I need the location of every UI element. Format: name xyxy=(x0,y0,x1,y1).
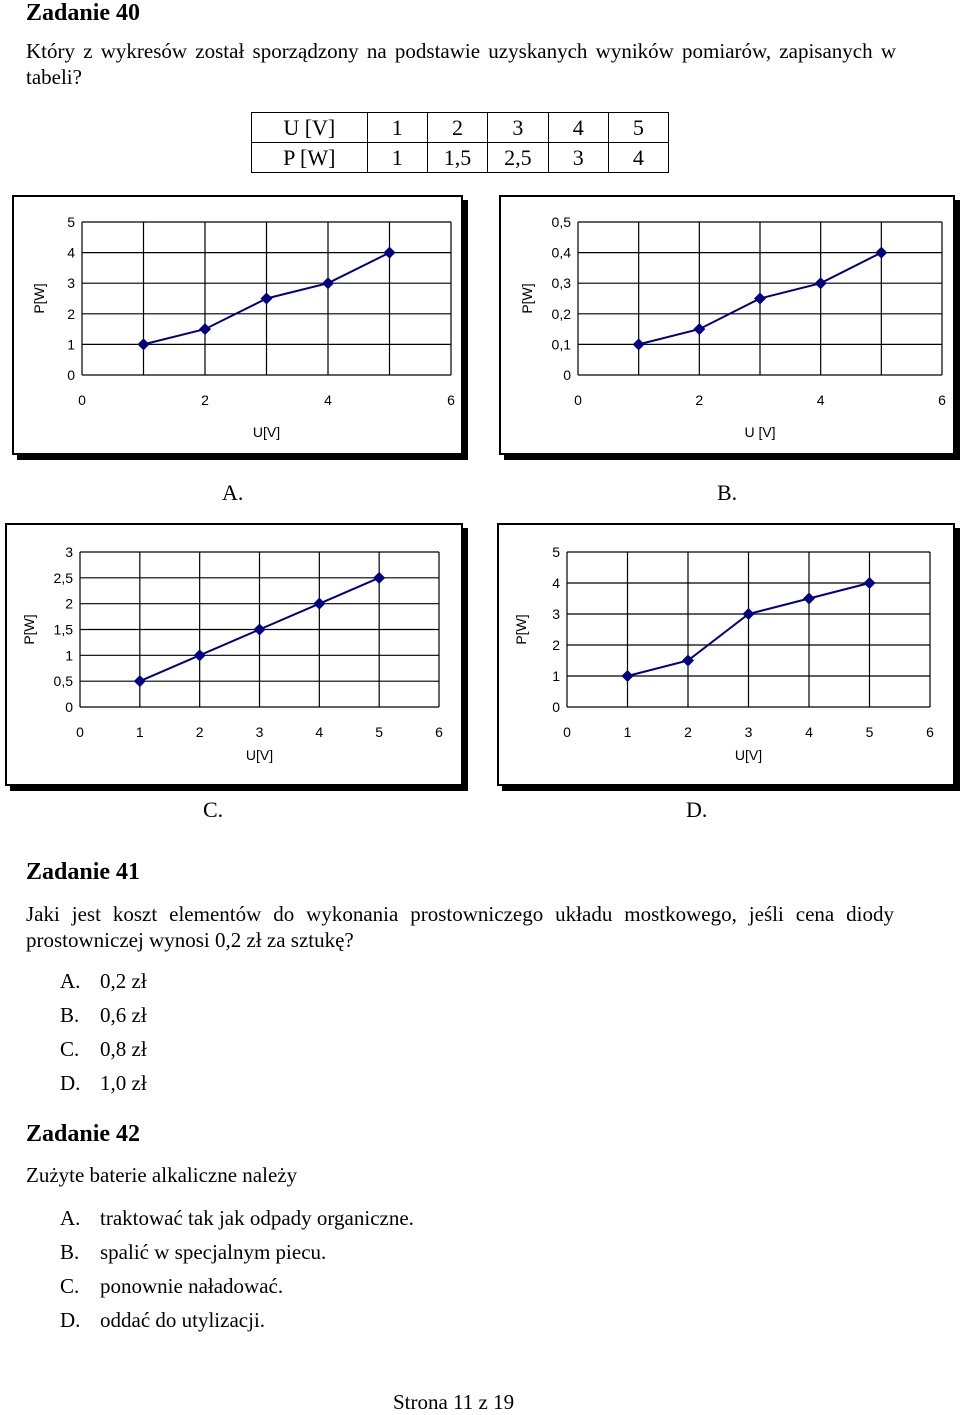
measurement-table xyxy=(251,112,669,173)
q42-options xyxy=(60,1201,414,1337)
chart-c xyxy=(7,525,461,784)
x-tick-label: 6 xyxy=(447,392,455,408)
x-tick-label: 4 xyxy=(315,724,324,740)
table-cell: 3 xyxy=(488,113,548,143)
x-tick-label: 5 xyxy=(865,724,874,740)
x-tick-label: 0 xyxy=(78,392,86,408)
y-tick-label: 5 xyxy=(552,544,560,560)
x-axis-label: U[V] xyxy=(734,747,763,763)
answer-option[interactable] xyxy=(60,1032,147,1066)
option-text: 0,2 zł xyxy=(100,969,147,993)
x-tick-label: 5 xyxy=(375,724,384,740)
table-row xyxy=(252,143,669,173)
answer-option[interactable] xyxy=(60,964,147,998)
y-axis-label: P[W] xyxy=(519,283,535,314)
table-cell: 2 xyxy=(427,113,487,143)
data-point xyxy=(322,277,334,289)
option-letter: B. xyxy=(60,1240,80,1264)
table-cell: P [W] xyxy=(252,143,368,173)
q40-text: Który z wykresów został sporządzony na podstawie uzyskanych wyników pomiarów, zapisanych w tabeli? xyxy=(26,39,896,89)
chart-label-c: C. xyxy=(203,797,224,822)
y-axis-label: P[W] xyxy=(513,614,529,645)
chart-d xyxy=(499,525,953,784)
y-tick-label: 2,5 xyxy=(53,569,73,586)
table-cell: 1,5 xyxy=(427,143,487,173)
y-tick-label: 1 xyxy=(65,647,73,664)
answer-option[interactable] xyxy=(60,1201,414,1235)
y-tick-label: 3 xyxy=(552,606,560,622)
chart-label-a: A. xyxy=(222,480,244,505)
option-letter: D. xyxy=(60,1071,81,1095)
y-tick-label: 0 xyxy=(563,367,571,383)
x-axis-label: U[V] xyxy=(252,424,281,440)
x-tick-label: 6 xyxy=(938,392,946,408)
table-cell: 4 xyxy=(548,113,608,143)
y-tick-label: 4 xyxy=(67,244,75,261)
page-footer: Strona 11 z 19 xyxy=(393,1390,515,1414)
table-cell: 1 xyxy=(367,143,427,173)
y-tick-label: 5 xyxy=(67,214,75,230)
q41-text: Jaki jest koszt elementów do wykonania prostowniczego układu mostkowego, jeśli cena diody prostowniczej wynosi 0,2 zł za sztukę? xyxy=(26,902,894,952)
data-point xyxy=(754,293,766,305)
option-letter: C. xyxy=(60,1274,80,1298)
q40-title: Zadanie 40 xyxy=(26,0,141,26)
y-tick-label: 3 xyxy=(67,275,75,292)
chart-b xyxy=(501,197,953,453)
data-point xyxy=(864,577,876,589)
y-tick-label: 0,2 xyxy=(551,305,571,322)
x-tick-label: 4 xyxy=(816,392,825,408)
x-tick-label: 0 xyxy=(76,724,84,740)
data-point xyxy=(134,675,146,687)
x-axis-label: U[V] xyxy=(245,747,274,763)
x-tick-label: 6 xyxy=(435,724,443,740)
answer-option[interactable] xyxy=(60,998,147,1032)
y-tick-label: 1,5 xyxy=(53,621,73,638)
answer-option[interactable] xyxy=(60,1303,414,1337)
table-cell: U [V] xyxy=(252,113,368,143)
data-point xyxy=(199,323,211,335)
chart-label-d: D. xyxy=(686,797,708,822)
y-tick-label: 2 xyxy=(67,305,75,322)
q42-title: Zadanie 42 xyxy=(26,1121,141,1147)
chart-a xyxy=(14,197,461,453)
q42-text: Zużyte baterie alkaliczne należy xyxy=(26,1163,298,1187)
data-point xyxy=(693,323,705,335)
data-point xyxy=(373,572,385,584)
y-tick-label: 0,3 xyxy=(551,275,571,292)
y-axis-label: P[W] xyxy=(21,614,37,645)
x-tick-label: 4 xyxy=(805,724,813,740)
chart-panel-b xyxy=(499,195,955,455)
option-text: 0,6 zł xyxy=(100,1003,147,1027)
answer-option[interactable] xyxy=(60,1269,414,1303)
data-point xyxy=(313,598,325,610)
x-tick-label: 6 xyxy=(926,724,934,740)
y-tick-label: 0,1 xyxy=(551,336,571,353)
chart-panel-a xyxy=(12,195,463,455)
data-point xyxy=(803,593,815,605)
x-tick-label: 1 xyxy=(135,724,144,740)
data-point xyxy=(622,670,634,682)
data-point xyxy=(261,293,273,305)
data-point xyxy=(815,277,827,289)
y-tick-label: 1 xyxy=(552,668,560,684)
y-tick-label: 1 xyxy=(67,336,75,353)
data-point xyxy=(138,338,150,350)
q41-title: Zadanie 41 xyxy=(26,859,141,885)
y-tick-label: 0 xyxy=(552,699,560,715)
x-tick-label: 2 xyxy=(695,392,704,408)
table-cell: 3 xyxy=(548,143,608,173)
option-letter: A. xyxy=(60,969,81,993)
table-cell: 2,5 xyxy=(488,143,548,173)
y-tick-label: 0,4 xyxy=(551,244,571,261)
data-point xyxy=(254,624,266,636)
answer-option[interactable] xyxy=(60,1235,414,1269)
y-tick-label: 0,5 xyxy=(551,214,571,230)
option-text: ponownie naładować. xyxy=(100,1274,284,1298)
data-point xyxy=(633,338,645,350)
option-letter: C. xyxy=(60,1037,80,1061)
option-text: spalić w specjalnym piecu. xyxy=(100,1240,327,1264)
option-text: 0,8 zł xyxy=(100,1037,147,1061)
chart-label-b: B. xyxy=(717,480,738,505)
data-point xyxy=(194,649,206,661)
y-tick-label: 2 xyxy=(552,637,560,653)
y-tick-label: 0 xyxy=(67,367,75,383)
x-tick-label: 2 xyxy=(201,392,209,408)
y-tick-label: 4 xyxy=(552,575,560,591)
y-tick-label: 0 xyxy=(65,699,73,715)
x-tick-label: 4 xyxy=(324,392,332,408)
x-tick-label: 3 xyxy=(255,724,264,740)
x-tick-label: 1 xyxy=(623,724,632,740)
y-tick-label: 2 xyxy=(65,595,73,612)
table-cell: 5 xyxy=(608,113,668,143)
chart-panel-c xyxy=(5,523,463,786)
option-text: traktować tak jak odpady organiczne. xyxy=(100,1206,414,1230)
x-axis-label: U [V] xyxy=(744,424,776,440)
option-letter: A. xyxy=(60,1206,81,1230)
q41-options xyxy=(60,964,147,1100)
x-tick-label: 3 xyxy=(744,724,753,740)
chart-panel-d xyxy=(497,523,955,786)
x-tick-label: 2 xyxy=(684,724,692,740)
data-point xyxy=(384,247,396,259)
y-tick-label: 3 xyxy=(65,544,73,560)
table-cell: 4 xyxy=(608,143,668,173)
option-letter: B. xyxy=(60,1003,80,1027)
table-row xyxy=(252,113,669,143)
y-tick-label: 0,5 xyxy=(53,673,73,690)
answer-option[interactable] xyxy=(60,1066,147,1100)
table-cell: 1 xyxy=(367,113,427,143)
x-tick-label: 0 xyxy=(563,724,571,740)
option-letter: D. xyxy=(60,1308,81,1332)
option-text: oddać do utylizacji. xyxy=(100,1308,266,1332)
x-tick-label: 0 xyxy=(574,392,582,408)
x-tick-label: 2 xyxy=(195,724,204,740)
data-point xyxy=(875,247,887,259)
y-axis-label: P[W] xyxy=(31,283,47,314)
option-text: 1,0 zł xyxy=(100,1071,147,1095)
